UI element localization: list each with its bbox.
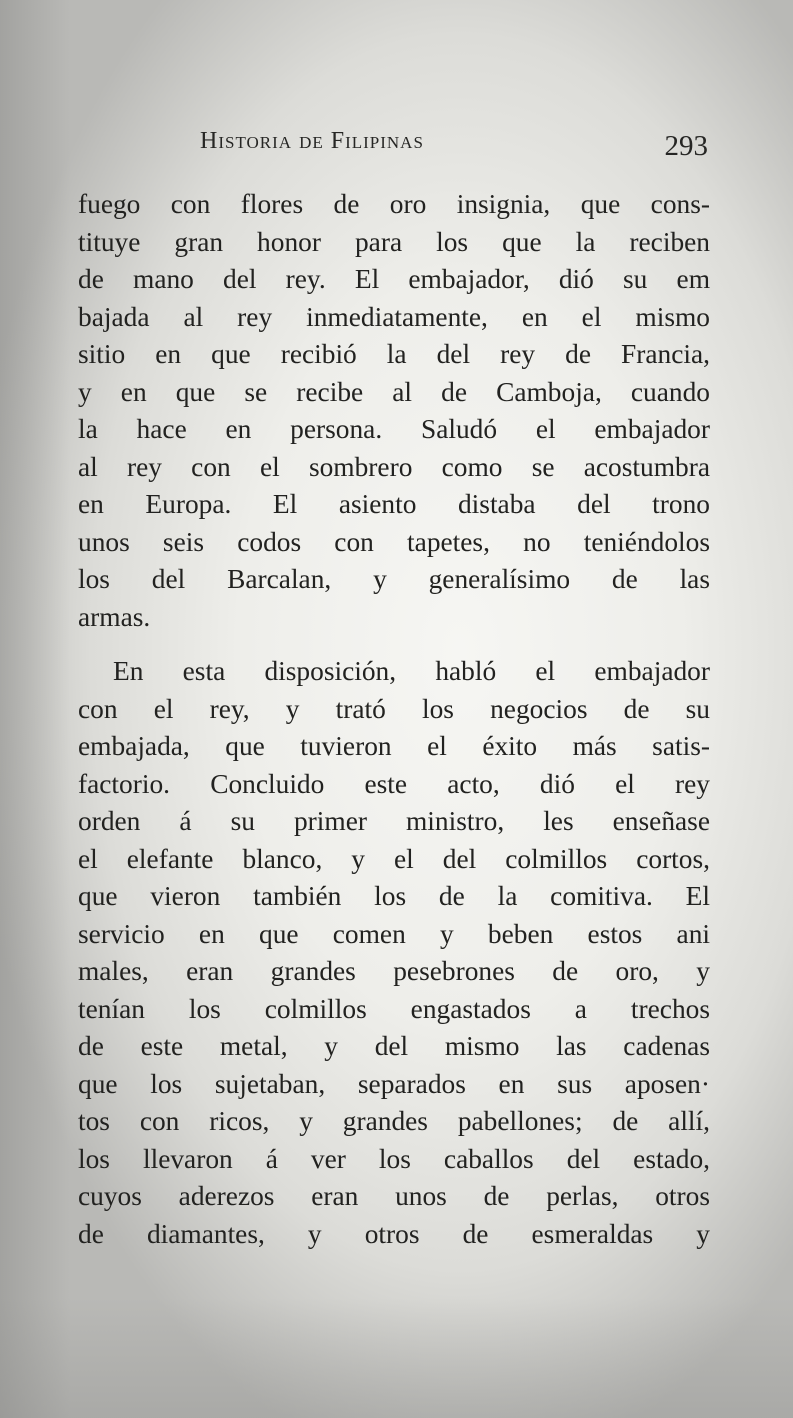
text-line: los llevaron á ver los caballos del estado, [78,1143,710,1174]
text-line: unos seis codos con tapetes, no teniéndolos [78,526,710,557]
page-number: 293 [664,130,708,162]
body-text [78,186,710,1253]
text-line: orden á su primer ministro, les enseñase [78,806,710,836]
text-line: servicio en que comen y beben estos ani [78,918,710,949]
paragraph-first-line: En esta disposición, habló el embajador [113,656,710,686]
text-line: de este metal, y del mismo las cadenas [78,1031,710,1061]
text-line: de diamantes, y otros de esmeraldas y [78,1218,710,1249]
text-line: que los sujetaban, separados en sus aposen· [78,1068,710,1099]
text-line: tos con ricos, y grandes pabellones; de allí, [78,1106,710,1136]
text-line: al rey con el sombrero como se acostumbra [78,451,710,482]
text-line: de mano del rey. El embajador, dió su em [78,264,710,294]
running-title: Historia de Filipinas [200,128,424,154]
text-line: bajada al rey inmediatamente, en el mismo [78,301,710,332]
text-line: que vieron también los de la comitiva. El [78,881,710,911]
text-line: y en que se recibe al de Camboja, cuando [78,376,710,407]
text-line: los del Barcalan, y generalísimo de las [78,564,710,594]
paragraph-gap [78,636,710,653]
text-line: tenían los colmillos engastados a trechos [78,993,710,1024]
text-line: embajada, que tuvieron el éxito más satis- [78,731,710,761]
text-line: tituye gran honor para los que la reciben [78,226,710,257]
text-line: en Europa. El asiento distaba del trono [78,489,710,519]
page-header [200,128,708,168]
text-line: con el rey, y trató los negocios de su [78,693,710,724]
text-line: fuego con flores de oro insignia, que cons- [78,189,710,219]
text-line: factorio. Concluido este acto, dió el rey [78,768,710,799]
text-line: el elefante blanco, y el del colmillos cortos, [78,843,710,874]
text-line: cuyos aderezos eran unos de perlas, otros [78,1181,710,1211]
text-line: sitio en que recibió la del rey de Francia, [78,339,710,369]
text-line: males, eran grandes pesebrones de oro, y [78,956,710,986]
paragraph-end-line: armas. [78,601,151,632]
text-line: la hace en persona. Saludó el embajador [78,414,710,444]
